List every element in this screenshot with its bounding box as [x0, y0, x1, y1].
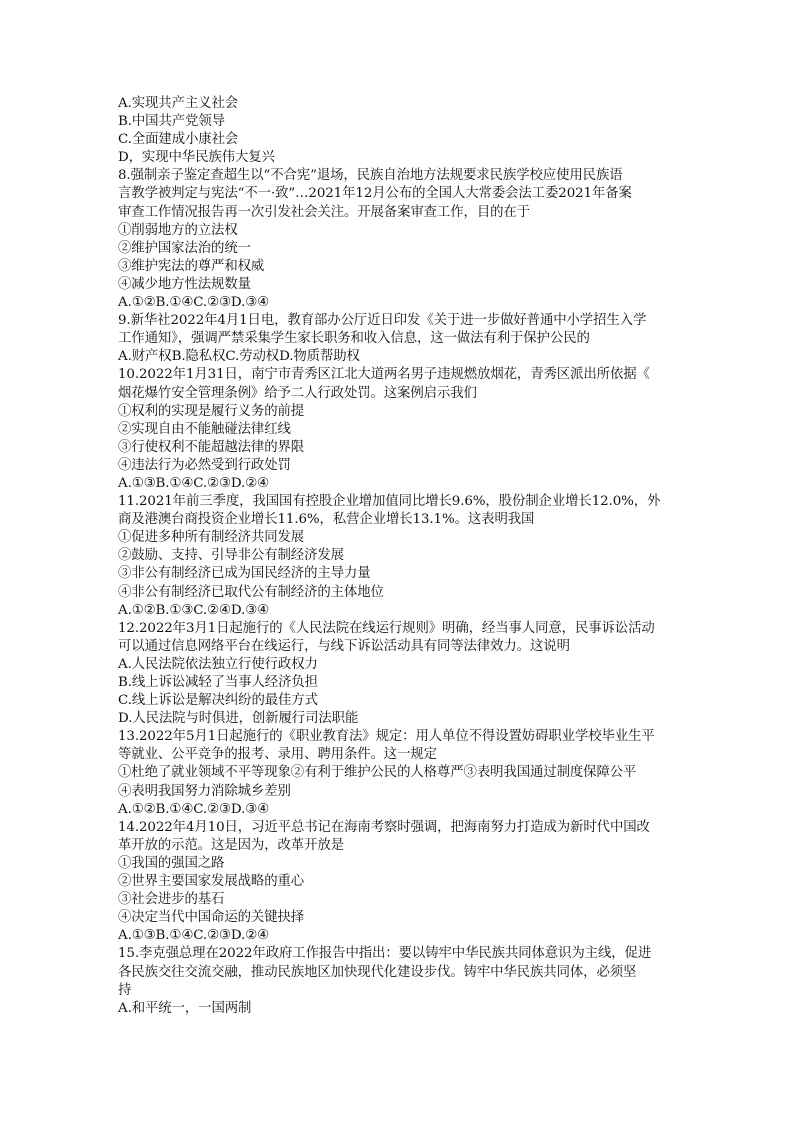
- text-line: 14.2022年4月10日，习近平总书记在海南考察时强调，把海南努力打造成为新时代中国改: [118, 819, 650, 835]
- text-line: ④表明我国努力消除城乡差别: [118, 783, 291, 799]
- text-line: D.人民法院与时俱进，创新履行司法职能: [118, 711, 359, 727]
- text-line: ③社会进步的基石: [118, 892, 225, 908]
- text-line: 等就业、公平竞争的报考、录用、聘用条件。这一规定: [118, 747, 437, 763]
- text-line: A.①②B.①④C.②③D.③④: [118, 801, 269, 817]
- text-line: 15.李克强总理在2022年政府工作报告中指出：要以铸牢中华民族共同体意识为主线，促进: [118, 946, 652, 962]
- text-line: 11.2021年前三季度，我国国有控股企业增加值同比增长9.6%，股份制企业增长12.0%，外: [118, 494, 661, 510]
- text-line: ④非公有制经济已取代公有制经济的主体地位: [118, 584, 384, 600]
- text-line: A.财产权B.隐私权C.劳动权D.物质帮助权: [118, 349, 360, 365]
- text-line: ①权利的实现是履行义务的前提: [118, 403, 305, 419]
- text-line: ③维护宪法的尊严和权威: [118, 258, 265, 274]
- text-line: ①我国的强国之路: [118, 855, 225, 871]
- text-line: 言教学被判定与宪法“不一·致”…2021年12月公布的全国人大常委会法工委2021年备案: [118, 186, 632, 202]
- text-line: 工作通知》，强调严禁采集学生家长职务和收入信息，这一做法有利于保护公民的: [118, 331, 590, 347]
- text-line: 可以通过信息网络平台在线运行，与线下诉讼活动具有同等法律效力。这说明: [118, 638, 570, 654]
- text-line: ①促进多种所有制经济共同发展: [118, 530, 305, 546]
- text-line: 审查工作情况报告再一次引发社会关注。开展备案审查工作，目的在于: [118, 204, 531, 220]
- text-line: 商及港澳台商投资企业增长11.6%，私营企业增长13.1%。这表明我国: [118, 512, 535, 528]
- text-line: 8.强制亲子鉴定查超生以“不合宪”退场，民族自治地方法规要求民族学校应使用民族语: [118, 168, 623, 184]
- text-line: ②实现自由不能触碰法律红线: [118, 421, 291, 437]
- text-line: 各民族交往交流交融，推动民族地区加快现代化建设步伐。铸牢中华民族共同体，必须坚: [118, 964, 637, 980]
- text-line: ③行使权利不能超越法律的界限: [118, 439, 305, 455]
- text-line: ②鼓励、支持、引导非公有制经济发展: [118, 548, 344, 564]
- text-line: ①杜绝了就业领域不平等现象②有利于维护公民的人格尊严③表明我国通过制度保障公平: [118, 765, 637, 781]
- text-line: ②世界主要国家发展战略的重心: [118, 874, 305, 890]
- text-line: 9.新华社2022年4月1日电，教育部办公厅近日印发《关于进一步做好普通中小学招生入学: [118, 313, 647, 329]
- text-line: A.①③B.①④C.②③D.②④: [118, 475, 269, 491]
- text-line: A.①②B.①③C.②④D.③④: [118, 602, 269, 618]
- text-line: 持: [118, 982, 132, 998]
- text-line: 12.2022年3月1日起施行的《人民法院在线运行规则》明确，经当事人同意，民事诉讼活动: [118, 620, 655, 636]
- text-line: ③非公有制经济已成为国民经济的主导力量: [118, 566, 371, 582]
- text-line: 10.2022年1月31日，南宁市青秀区江北大道两名男子违规燃放烟花，青秀区派出所依据《: [118, 367, 650, 383]
- document-page: [118, 95, 688, 1018]
- text-line: 烟花爆竹安全管理条例》给予二人行政处罚。这案例启示我们: [118, 385, 477, 401]
- text-line: ④减少地方性法规数量: [118, 276, 251, 292]
- text-line: B.线上诉讼减轻了当事人经济负担: [118, 675, 318, 690]
- text-line: D，实现中华民族伟大复兴: [118, 150, 275, 166]
- text-line: ④决定当代中国命运的关键抉择: [118, 910, 305, 926]
- text-line: 13.2022年5月1日起施行的《职业教育法》规定：用人单位不得设置妨碍职业学校毕业生平: [118, 729, 655, 745]
- text-line: A.①②B.①④C.②③D.③④: [118, 295, 269, 311]
- text-line: A.人民法院依法独立行使行政权力: [118, 656, 318, 672]
- text-line: ②维护国家法治的统一: [118, 240, 251, 256]
- text-line: C.线上诉讼是解决纠纷的最佳方式: [118, 693, 318, 709]
- text-line: A.实现共产主义社会: [118, 96, 239, 111]
- text-line: A.①③B.①④C.②③D.②④: [118, 928, 269, 944]
- text-line: B.中国共产党领导: [118, 114, 225, 130]
- text-line: A.和平统一，一国两制: [118, 1000, 252, 1016]
- text-line: C.全面建成小康社会: [118, 132, 239, 148]
- text-line: 革开放的示范。这是因为，改革开放是: [118, 837, 344, 853]
- text-line: ①削弱地方的立法权: [118, 222, 238, 238]
- text-line: ④违法行为必然受到行政处罚: [118, 457, 291, 473]
